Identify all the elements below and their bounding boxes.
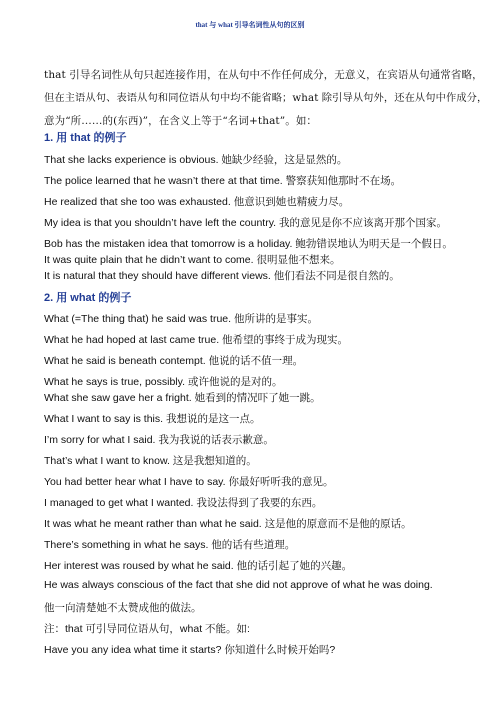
example-line: What he had hoped at last came true. 他希望的事终于成为现实。 bbox=[44, 334, 349, 346]
example-line: It is natural that they should have different views. 他们看法不同是很自然的。 bbox=[44, 270, 400, 282]
example-line: I’m sorry for what I said. 我为我说的话表示歉意。 bbox=[44, 434, 274, 446]
section-heading-that: 1. 用 that 的例子 bbox=[44, 132, 127, 144]
example-line: Bob has the mistaken idea that tomorrow is a holiday. 鲍勃错误地认为明天是一个假日。 bbox=[44, 238, 453, 250]
example-line: My idea is that you shouldn’t have left the country. 我的意见是你不应该离开那个国家。 bbox=[44, 217, 448, 229]
note-line: 注：that 可引导同位语从句，what 不能。如: bbox=[44, 623, 250, 635]
example-line: It was what he meant rather than what he said. 这是他的原意而不是他的原话。 bbox=[44, 518, 412, 530]
page-title: that 与 what 引导名词性从句的区别 bbox=[195, 21, 305, 29]
example-line: The police learned that he wasn’t there at that time. 警察获知他那时不在场。 bbox=[44, 175, 402, 187]
example-line: I managed to get what I wanted. 我设法得到了我要的东西。 bbox=[44, 497, 323, 509]
intro-line: 意为“所……的(东西)”，在含义上等于“名词+that”。如： bbox=[44, 115, 318, 127]
intro-line: 但在主语从句、表语从句和同位语从句中均不能省略；what 除引导从句外，还在从句中作成分， bbox=[44, 92, 488, 104]
example-line: What (=The thing that) he said was true. 他所讲的是事实。 bbox=[44, 313, 318, 325]
example-line: He realized that she too was exhausted. 他意识到她也精疲力尽。 bbox=[44, 196, 350, 208]
example-line: Have you any idea what time it starts? 你知道什么时候开始吗? bbox=[44, 644, 336, 656]
intro-paragraph bbox=[44, 64, 488, 133]
section-heading-what: 2. 用 what 的例子 bbox=[44, 292, 132, 304]
example-line: It was quite plain that he didn’t want to come. 很明显他不想来。 bbox=[44, 254, 341, 266]
example-line-translation: 他一向清楚她不太赞成他的做法。 bbox=[44, 602, 202, 614]
example-line: He was always conscious of the fact that she did not approve of what he was doing. bbox=[44, 579, 433, 591]
example-line: That’s what I want to know. 这是我想知道的。 bbox=[44, 455, 257, 467]
example-line: Her interest was roused by what he said. 他的话引起了她的兴趣。 bbox=[44, 560, 353, 572]
example-line: What she saw gave her a fright. 她看到的情况吓了她一跳。 bbox=[44, 392, 321, 404]
example-line: What he says is true, possibly. 或许他说的是对的。 bbox=[44, 376, 283, 388]
example-line: What I want to say is this. 我想说的是这一点。 bbox=[44, 413, 261, 425]
example-line: What he said is beneath contempt. 他说的话不值一理。 bbox=[44, 355, 304, 367]
example-line: You had better hear what I have to say. 你最好听听我的意见。 bbox=[44, 476, 334, 488]
example-line: There’s something in what he says. 他的话有些道理。 bbox=[44, 539, 296, 551]
intro-line: that 引导名词性从句只起连接作用，在从句中不作任何成分，无意义，在宾语从句通常省略， bbox=[44, 69, 483, 81]
example-line: That she lacks experience is obvious. 她缺少经验，这是显然的。 bbox=[44, 154, 348, 166]
